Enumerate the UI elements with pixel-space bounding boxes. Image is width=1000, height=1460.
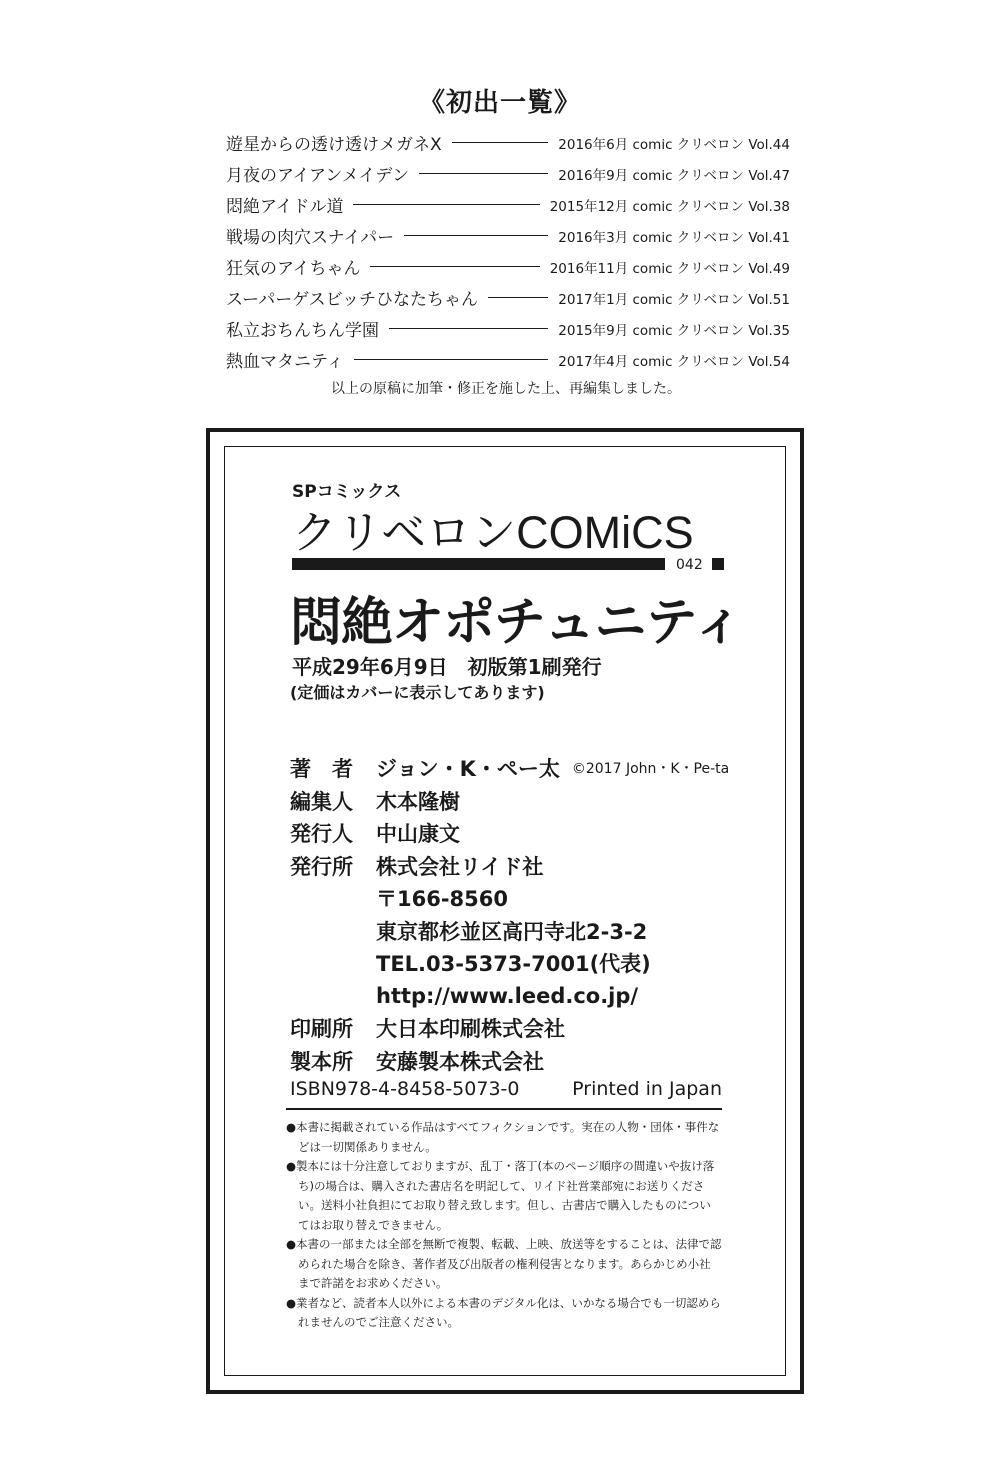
story-title: スーパーゲスビッチひなたちゃん (226, 290, 478, 310)
author-name: ジョン・K・ペー太 (376, 757, 560, 782)
first-appearance-list (226, 127, 790, 375)
publisher-url: http://www.leed.co.jp/ (376, 983, 639, 1008)
postal-code: 〒166-8560 (376, 887, 508, 912)
leader-line (419, 173, 548, 174)
list-item (226, 313, 790, 344)
binder-label: 製本所 (290, 1049, 353, 1074)
revision-note: 以上の原稿に加筆・修正を施した上、再編集しました。 (331, 381, 681, 397)
printer-name: 大日本印刷株式会社 (376, 1017, 565, 1042)
story-title: 悶絶アイドル道 (226, 197, 344, 217)
publisher-label: 発行所 (290, 854, 353, 879)
binder-name: 安藤製本株式会社 (376, 1049, 544, 1074)
isbn-row (290, 1074, 722, 1104)
address: 東京都杉並区高円寺北2-3-2 (376, 919, 648, 944)
story-source: 2015年9月 comic クリベロン Vol.35 (558, 322, 790, 339)
editor-label: 編集人 (290, 789, 353, 814)
imprint-label: SPコミックス (292, 482, 402, 502)
editor-name: 木本隆樹 (376, 789, 460, 814)
story-source: 2016年3月 comic クリベロン Vol.41 (558, 229, 790, 246)
story-title: 遊星からの透け透けメガネX (226, 135, 442, 155)
story-source: 2017年1月 comic クリベロン Vol.51 (558, 291, 790, 308)
list-item (226, 189, 790, 220)
legal-notices (286, 1118, 722, 1333)
editor-row (290, 785, 730, 818)
book-title: 悶絶オポチュニティ (290, 593, 744, 653)
publisher-person-label: 発行人 (290, 822, 353, 847)
copyright-notice: ©2017 John・K・Pe-ta (571, 761, 730, 778)
story-title: 狂気のアイちゃん (226, 259, 361, 279)
story-title: 熱血マタニティ (226, 352, 344, 372)
publisher-row (290, 850, 730, 883)
series-number: 042 (676, 557, 703, 573)
isbn: ISBN978-4-8458-5073-0 (290, 1078, 520, 1100)
publisher-person-row (290, 817, 730, 850)
address-row (290, 915, 730, 948)
story-source: 2016年11月 comic クリベロン Vol.49 (549, 260, 790, 277)
price-note: (定価はカバーに表示してあります) (290, 683, 545, 702)
list-item (226, 282, 790, 313)
printed-in: Printed in Japan (572, 1078, 722, 1100)
list-item (226, 127, 790, 158)
leader-line (370, 266, 539, 267)
telephone: TEL.03-5373-7001(代表) (376, 952, 651, 977)
leader-line (452, 142, 549, 143)
series-square-mark (712, 558, 724, 570)
story-source: 2015年12月 comic クリベロン Vol.38 (549, 198, 790, 215)
printer-label: 印刷所 (290, 1017, 353, 1042)
story-title: 戦場の肉穴スナイパー (226, 228, 395, 248)
story-source: 2016年6月 comic クリベロン Vol.44 (558, 136, 790, 153)
leader-line (354, 359, 549, 360)
tel-row (290, 947, 730, 980)
leader-line (488, 297, 548, 298)
series-rule (292, 558, 665, 570)
printer-row (290, 1012, 730, 1045)
credits-block (290, 752, 730, 1077)
notice-item: ●本書の一部または全部を無断で複製、転載、上映、放送等をすることは、法律で認められた場合を除き、著作者及び出版者の権利侵害となります。あらかじめ小社まで許諾をお求めください。 (286, 1237, 722, 1290)
binder-row (290, 1045, 730, 1078)
author-label: 著 者 (290, 757, 353, 782)
story-title: 私立おちんちん学園 (226, 321, 379, 341)
list-item (226, 251, 790, 282)
story-title: 月夜のアイアンメイデン (226, 166, 410, 186)
publication-date: 平成29年6月9日 初版第1刷発行 (292, 655, 602, 679)
series-name: クリベロンCOMiCS (292, 507, 694, 558)
story-source: 2016年9月 comic クリベロン Vol.47 (558, 167, 790, 184)
list-item (226, 158, 790, 189)
notice-item: ●本書に掲載されている作品はすべてフィクションです。実在の人物・団体・事件などは一切関係ありません。 (286, 1120, 720, 1154)
first-appearance-heading: 《初出一覧》 (418, 88, 581, 118)
publisher-name: 株式会社リイド社 (376, 854, 544, 879)
leader-line (353, 204, 539, 205)
url-row (290, 980, 730, 1013)
publisher-person-name: 中山康文 (376, 822, 460, 847)
list-item (226, 220, 790, 251)
divider (286, 1108, 722, 1110)
story-source: 2017年4月 comic クリベロン Vol.54 (558, 353, 790, 370)
leader-line (404, 235, 548, 236)
list-item (226, 344, 790, 375)
author-row (290, 752, 730, 785)
postal-row (290, 882, 730, 915)
notice-item: ●業者など、読者本人以外による本書のデジタル化は、いかなる場合でも一切認められませんのでご注意ください。 (286, 1295, 721, 1329)
notice-item: ●製本には十分注意しておりますが、乱丁・落丁(本のページ順序の間違いや抜け落ち)の場合は、購入された書店名を明記して、リイド社営業部宛にお送りください。送料小社負担にてお取り替え致します。但し、古書店で購入したものについてはお取り替えできません。 (286, 1159, 715, 1232)
leader-line (389, 328, 548, 329)
